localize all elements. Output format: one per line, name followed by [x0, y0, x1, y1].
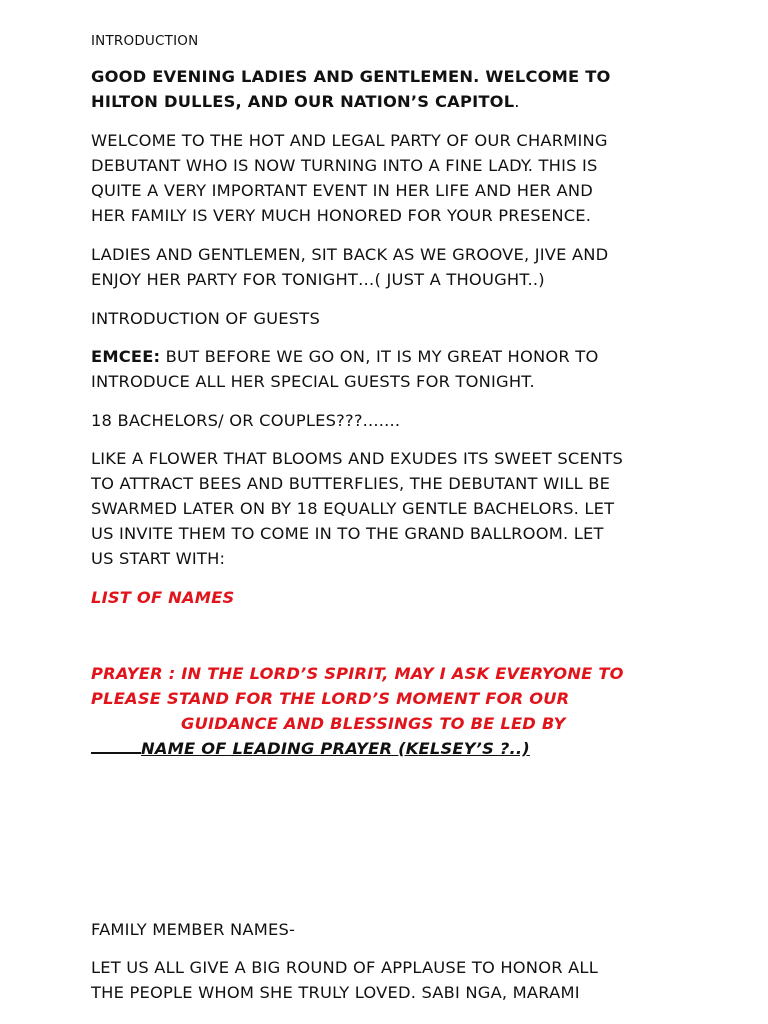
family-names-heading [91, 917, 701, 942]
section-heading-introduction [91, 32, 701, 50]
party-line: WELCOME TO THE HOT AND LEGAL PARTY OF OUR CHARMING [91, 131, 608, 150]
party-line: DEBUTANT WHO IS NOW TURNING INTO A FINE LADY. THIS IS [91, 156, 598, 175]
welcome-paragraph [91, 64, 701, 114]
applause-line: THE PEOPLE WHOM SHE TRULY LOVED. SABI NGA, MARAMI [91, 983, 580, 1002]
groove-paragraph [91, 242, 701, 292]
flower-line: US START WITH: [91, 549, 226, 568]
welcome-line-2 [91, 89, 701, 114]
prayer-line-2: PLEASE STAND FOR THE LORD’S MOMENT FOR OUR [91, 689, 570, 708]
emcee-line-1-text: BUT BEFORE WE GO ON, IT IS MY GREAT HONOR TO [160, 347, 599, 366]
flower-line: LIKE A FLOWER THAT BLOOMS AND EXUDES ITS SWEET SCENTS [91, 449, 624, 468]
prayer-line-3: GUIDANCE AND BLESSINGS TO BE LED BY [181, 714, 566, 733]
emcee-line-1 [91, 344, 701, 369]
list-of-names-text: LIST OF NAMES [91, 588, 235, 607]
applause-line: LET US ALL GIVE A BIG ROUND OF APPLAUSE TO HONOR ALL [91, 958, 598, 977]
welcome-line-1: GOOD EVENING LADIES AND GENTLEMEN. WELCOME TO [91, 67, 611, 86]
bachelors-line [91, 408, 701, 433]
bachelors-text: 18 BACHELORS/ OR COUPLES???....... [91, 411, 401, 430]
emcee-paragraph [91, 344, 701, 394]
family-names-text: FAMILY MEMBER NAMES- [91, 920, 296, 939]
flower-line: US INVITE THEM TO COME IN TO THE GRAND BALLROOM. LET [91, 524, 604, 543]
prayer-leader-line [91, 736, 701, 761]
prayer-line-1: PRAYER : IN THE LORD’S SPIRIT, MAY I ASK EVERYONE TO [91, 664, 624, 683]
prayer-paragraph [91, 661, 701, 761]
heading-text: INTRODUCTION [91, 33, 199, 49]
flower-paragraph [91, 446, 701, 571]
flower-line: SWARMED LATER ON BY 18 EQUALLY GENTLE BACHELORS. LET [91, 499, 615, 518]
welcome-period: . [514, 92, 520, 111]
party-line: QUITE A VERY IMPORTANT EVENT IN HER LIFE AND HER AND [91, 181, 593, 200]
prayer-leader-text: NAME OF LEADING PRAYER (KELSEY’S ?..) [141, 739, 530, 758]
list-of-names-heading [91, 585, 701, 610]
intro-guests-text: INTRODUCTION OF GUESTS [91, 309, 320, 328]
groove-line: ENJOY HER PARTY FOR TONIGHT…( JUST A THOUGHT..) [91, 270, 545, 289]
groove-line: LADIES AND GENTLEMEN, SIT BACK AS WE GROOVE, JIVE AND [91, 245, 609, 264]
party-line: HER FAMILY IS VERY MUCH HONORED FOR YOUR PRESENCE. [91, 206, 592, 225]
applause-paragraph [91, 955, 701, 1005]
party-paragraph [91, 128, 701, 228]
emcee-label: EMCEE: [91, 347, 161, 366]
prayer-leader-blank [91, 738, 141, 754]
intro-guests-heading [91, 306, 701, 331]
welcome-line-2-text: HILTON DULLES, AND OUR NATION’S CAPITOL [91, 92, 515, 111]
emcee-line-2: INTRODUCE ALL HER SPECIAL GUESTS FOR TONIGHT. [91, 372, 535, 391]
flower-line: TO ATTRACT BEES AND BUTTERFLIES, THE DEBUTANT WILL BE [91, 474, 611, 493]
